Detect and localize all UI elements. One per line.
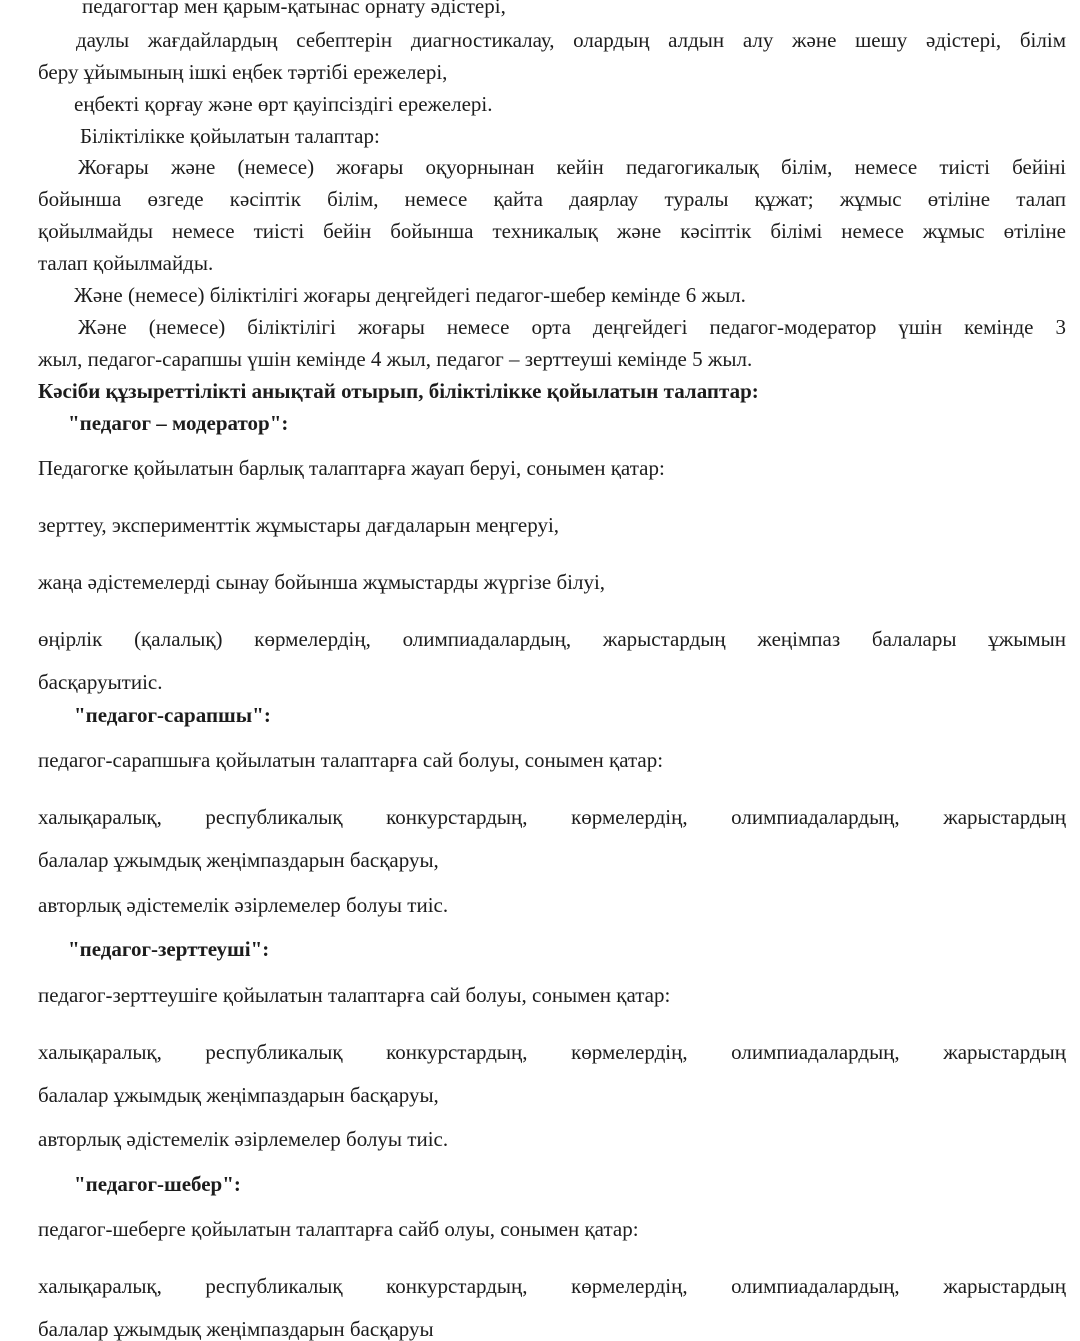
text-line: талап қойылмайды. bbox=[38, 251, 214, 275]
text-line: бойынша өзгеде кәсіптік білім, немесе қайта даярлау туралы құжат; жұмыс өтіліне талап bbox=[38, 187, 1066, 211]
section-heading: "педагог – модератор": bbox=[68, 411, 289, 435]
text-line: зерттеу, эксперименттік жұмыстары дағдаларын меңгеруі, bbox=[38, 513, 560, 537]
text-line: Жоғары және (немесе) жоғары оқуорнынан кейін педагогикалық білім, немесе тиісті бейіні bbox=[78, 155, 1066, 179]
text-line: педагог-шеберге қойылатын талаптарға сайб олуы, сонымен қатар: bbox=[38, 1217, 639, 1241]
text-line: педагог-зерттеушіге қойылатын талаптарға сай болуы, сонымен қатар: bbox=[38, 983, 671, 1007]
text-line: Және (немесе) біліктілігі жоғары немесе орта деңгейдегі педагог-модератор үшін кемінде 3 bbox=[78, 315, 1066, 339]
section-heading: "педагог-зерттеуші": bbox=[68, 937, 270, 961]
text-line: өңірлік (қалалық) көрмелердің, олимпиадалардың, жарыстардың жеңімпаз балалары ұжымын bbox=[38, 627, 1066, 651]
text-line: Педагогке қойылатын барлық талаптарға жауап беруі, сонымен қатар: bbox=[38, 456, 665, 480]
text-line: авторлық әдістемелік әзірлемелер болуы тиіс. bbox=[38, 893, 449, 917]
section-heading: Кәсіби құзыреттілікті анықтай отырып, біліктілікке қойылатын талаптар: bbox=[38, 379, 759, 403]
text-line: басқаруытиіс. bbox=[38, 670, 163, 694]
text-line: авторлық әдістемелік әзірлемелер болуы тиіс. bbox=[38, 1127, 449, 1151]
text-line: балалар ұжымдық жеңімпаздарын басқаруы, bbox=[38, 848, 439, 872]
text-line: даулы жағдайлардың себептерін диагностикалау, олардың алдын алу және шешу әдістері, білім bbox=[76, 28, 1066, 52]
text-line: педагогтар мен қарым-қатынас орнату әдістері, bbox=[82, 0, 506, 18]
text-line: педагог-сарапшыға қойылатын талаптарға сай болуы, сонымен қатар: bbox=[38, 748, 664, 772]
text-line: Біліктілікке қойылатын талаптар: bbox=[80, 124, 380, 148]
section-heading: "педагог-сарапшы": bbox=[74, 703, 271, 727]
text-line: балалар ұжымдық жеңімпаздарын басқаруы bbox=[38, 1317, 434, 1341]
text-line: Және (немесе) біліктілігі жоғары деңгейдегі педагог-шебер кемінде 6 жыл. bbox=[74, 283, 746, 307]
section-heading: "педагог-шебер": bbox=[74, 1172, 241, 1196]
text-line: жыл, педагог-сарапшы үшін кемінде 4 жыл, педагог – зерттеуші кемінде 5 жыл. bbox=[38, 347, 753, 371]
text-line: халықаралық, республикалық конкурстардың, көрмелердің, олимпиадалардың, жарыстардың bbox=[38, 805, 1066, 829]
text-line: халықаралық, республикалық конкурстардың, көрмелердің, олимпиадалардың, жарыстардың bbox=[38, 1040, 1066, 1064]
text-line: жаңа әдістемелерді сынау бойынша жұмыстарды жүргізе білуі, bbox=[38, 570, 606, 594]
text-line: қойылмайды немесе тиісті бейін бойынша техникалық және кәсіптік білімі немесе жұмыс өтіліне bbox=[38, 219, 1066, 243]
text-line: беру ұйымының ішкі еңбек тәртібі ережелері, bbox=[38, 60, 448, 84]
text-line: балалар ұжымдық жеңімпаздарын басқаруы, bbox=[38, 1083, 439, 1107]
text-line: халықаралық, республикалық конкурстардың, көрмелердің, олимпиадалардың, жарыстардың bbox=[38, 1274, 1066, 1298]
text-line: еңбекті қорғау және өрт қауіпсіздігі ережелері. bbox=[74, 92, 493, 116]
